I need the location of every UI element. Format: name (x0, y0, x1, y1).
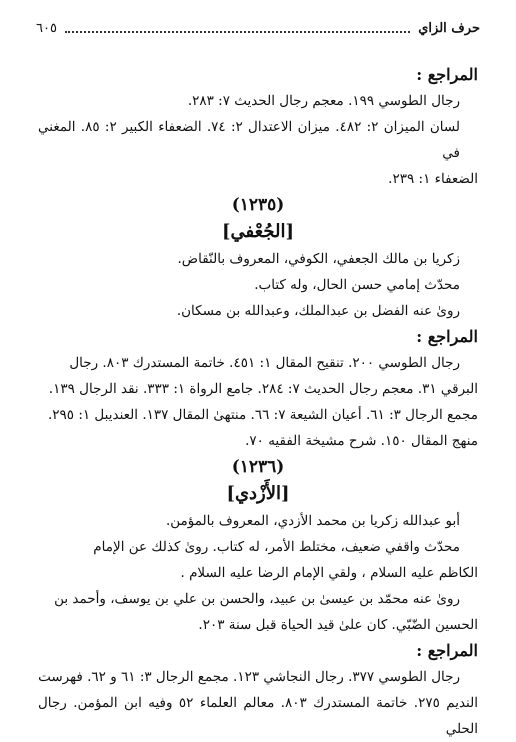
entry-number: (١٢٣٥) (231, 195, 285, 215)
reference-line: منهج المقال ١٥٠. شرح مشيخة الفقيه ٧٠. (245, 433, 478, 449)
reference-line: النديم ٢٧٥. خاتمة المستدرك ٨٠٣. معالم العلماء ٥٢ وفيه ابن المؤمن. رجال الحلي (38, 695, 478, 737)
page-number: ٦٠٥ (36, 20, 57, 36)
references-heading: المراجع : (416, 65, 478, 84)
biography-line: الحسين الضّبّي. كان علىٰ قيد الحياة قبل سنة ٢٠٣. (198, 617, 478, 633)
biography-line: روىٰ عنه الفضل بن عبدالملك، وعبدالله بن مسكان. (176, 303, 460, 319)
reference-line: مجمع الرجال ٣: ٦١. أعيان الشيعة ٧: ٦٦. منتهىٰ المقال ١٣٧. العنديبل ١: ٢٩٥. (47, 407, 478, 423)
biography-line: الكاظم عليه السلام ، ولقي الإمام الرضا عليه السلام . (180, 565, 478, 581)
running-header (36, 18, 480, 38)
references-heading: المراجع : (416, 641, 478, 660)
biography-line: روىٰ عنه محمّد بن عيسىٰ بن عبيد، والحسن بن علي بن يوسف، وأحمد بن (54, 591, 460, 607)
page-body (38, 62, 478, 742)
biography-line: محدّث إمامي حسن الحال، وله كتاب. (254, 277, 460, 293)
reference-line: رجال الطوسي ١٩٩. معجم رجال الحديث ٧: ٢٨٣. (187, 93, 460, 109)
biography-line: محدّث واقفي ضعيف، مختلط الأمر، له كتاب. روىٰ كذلك عن الإمام (93, 539, 460, 555)
entry-name: [الأَزْدي] (226, 483, 290, 504)
chapter-title: حرف الزاي (418, 20, 480, 36)
biography-line: أبو عبدالله زكريا بن محمد الأزدي، المعروف بالمؤمن. (165, 513, 460, 529)
entry-name: [الجُعْفي] (222, 221, 294, 242)
reference-line: رجال الطوسي ٣٧٧. رجال النجاشي ١٢٣. مجمع الرجال ٣: ٦١ و ٦٢. فهرست (38, 669, 460, 685)
biography-line: زكريا بن مالك الجعفي، الكوفي، المعروف بالنّقاض. (177, 251, 460, 267)
reference-line: البرقي ٣١. معجم رجال الحديث ٧: ٢٨٤. جامع الرواة ١: ٣٣٣. نقد الرجال ١٣٩. (48, 381, 478, 397)
reference-line: لسان الميزان ٢: ٤٨٢. ميزان الاعتدال ٢: ٧٤. الضعفاء الكبير ٢: ٨٥. المغني في (38, 119, 461, 161)
dotted-leader (65, 23, 410, 33)
reference-line: الضعفاء ١: ٢٣٩. (388, 171, 478, 187)
entry-number: (١٢٣٦) (231, 457, 285, 477)
reference-line: رجال الطوسي ٢٠٠. تنقيح المقال ١: ٤٥١. خاتمة المستدرك ٨٠٣. رجال (69, 355, 460, 371)
references-heading: المراجع : (416, 327, 478, 346)
